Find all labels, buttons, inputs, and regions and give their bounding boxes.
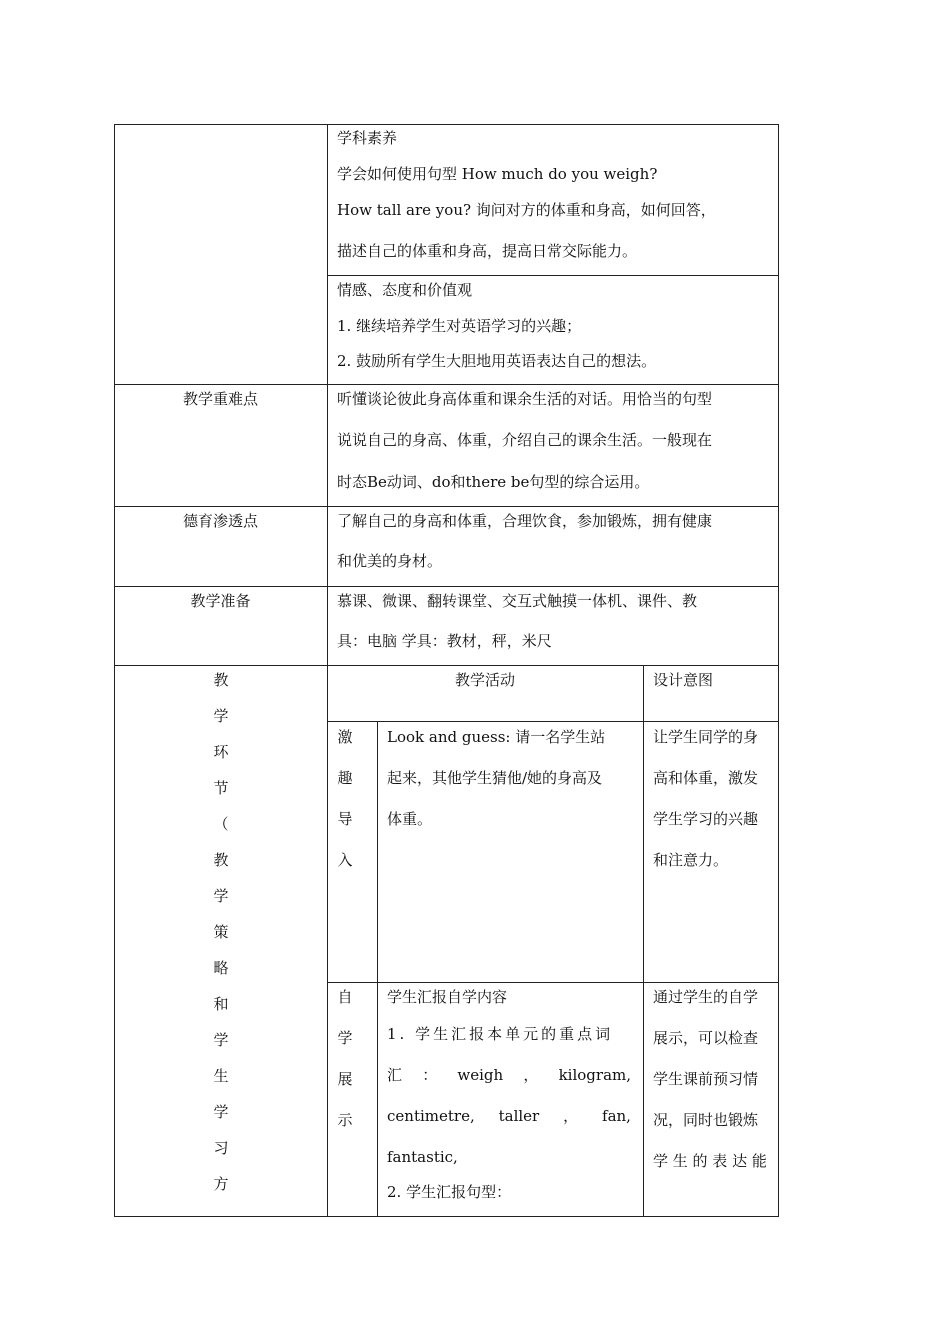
vocab-part: fan, [602, 1107, 631, 1125]
side-label-char: 教 [213, 671, 229, 689]
stage2-activity-text: 2. 学生汇报句型： [387, 1183, 512, 1201]
stage1-name-char: 趣 [337, 769, 353, 787]
literacy-text: 学会如何使用句型 How much do you weigh? [337, 165, 658, 183]
stage2-activity-text: fantastic, [387, 1148, 458, 1166]
row-divider [114, 586, 779, 587]
side-label-char: 策 [213, 923, 229, 941]
row-divider [327, 982, 779, 983]
side-label-char: 学 [213, 1031, 229, 1049]
key-points-label: 教学重难点 [182, 390, 258, 408]
stage1-intent-text: 和注意力。 [653, 851, 729, 869]
side-label-char: 习 [213, 1139, 229, 1157]
emotion-item: 1. 继续培养学生对英语学习的兴趣； [337, 317, 582, 335]
vocab-part: centimetre, [387, 1107, 475, 1125]
activity-header: 教学活动 [454, 671, 515, 689]
row-divider [114, 665, 779, 666]
row-divider [114, 384, 779, 385]
table-border-top [114, 124, 779, 125]
stage2-activity-text: 1. 学生汇报本单元的重点词 [387, 1025, 614, 1043]
preparation-text: 具：电脑 学具：教材，秤，米尺 [337, 632, 552, 650]
vocab-part: 汇 [387, 1066, 403, 1084]
stage1-intent-text: 让学生同学的身 [653, 728, 759, 746]
vocab-part: kilogram, [558, 1066, 631, 1084]
row-divider [327, 721, 779, 722]
table-border-bottom [114, 1216, 779, 1217]
side-label-char: 和 [213, 995, 229, 1013]
side-label-char: 生 [213, 1067, 229, 1085]
key-points-text: 时态Be动词、do和there be句型的综合运用。 [337, 473, 650, 491]
side-label-char: 节 [213, 779, 229, 797]
preparation-text: 慕课、微课、翻转课堂、交互式触摸一体机、课件、教 [337, 592, 698, 610]
moral-text: 了解自己的身高和体重，合理饮食，参加锻炼，拥有健康 [337, 512, 713, 530]
stage2-intent-text: 学生课前预习情 [653, 1070, 759, 1088]
stage1-activity-text: Look and guess: 请一名学生站 [387, 728, 606, 746]
table-border-right [778, 124, 779, 1217]
side-label-char: 略 [213, 959, 229, 977]
stage2-name-char: 自 [337, 988, 353, 1006]
stage1-name-char: 激 [337, 728, 353, 746]
stage1-activity-text: 体重。 [387, 810, 433, 828]
preparation-label: 教学准备 [190, 592, 251, 610]
literacy-heading: 学科素养 [337, 129, 398, 147]
stage2-vocab-line [387, 1065, 631, 1085]
side-label-char: 教 [213, 851, 229, 869]
key-points-text: 听懂谈论彼此身高体重和课余生活的对话。用恰当的句型 [337, 390, 713, 408]
row-divider [114, 506, 779, 507]
stage2-intent-text: 展示，可以检查 [653, 1029, 759, 1047]
literacy-text: How tall are you? 询问对方的体重和身高，如何回答， [337, 201, 716, 219]
vocab-part: ， [563, 1107, 579, 1125]
key-points-text: 说说自己的身高、体重，介绍自己的课余生活。一般现在 [337, 431, 713, 449]
intent-header: 设计意图 [653, 671, 714, 689]
vocab-part: taller [498, 1107, 540, 1125]
vocab-part: ， [523, 1066, 539, 1084]
table-border-left [114, 124, 115, 1217]
emotion-heading: 情感、态度和价值观 [337, 281, 473, 299]
literacy-text: 描述自己的体重和身高，提高日常交际能力。 [337, 242, 638, 260]
moral-label: 德育渗透点 [182, 512, 258, 530]
stage1-activity-text: 起来，其他学生猜他/她的身高及 [387, 769, 603, 787]
stage1-intent-text: 学生学习的兴趣 [653, 810, 759, 828]
stage2-intent-text: 通过学生的自学 [653, 988, 759, 1006]
side-label-char: 学 [213, 1103, 229, 1121]
stage1-intent-text: 高和体重，激发 [653, 769, 759, 787]
stage2-activity-text: 学生汇报自学内容 [387, 988, 508, 1006]
vocab-part: weigh [457, 1066, 504, 1084]
side-label-char: 学 [213, 887, 229, 905]
stage2-name-char: 展 [337, 1070, 353, 1088]
stage2-name-char: 学 [337, 1029, 353, 1047]
stage1-name-char: 导 [337, 810, 353, 828]
stage2-intent-text: 学 生 的 表 达 能 [653, 1152, 767, 1170]
stage2-name-char: 示 [337, 1111, 353, 1129]
row-divider [327, 275, 779, 276]
moral-text: 和优美的身材。 [337, 552, 443, 570]
stage2-intent-text: 况，同时也锻炼 [653, 1111, 759, 1129]
side-label-char: 学 [213, 707, 229, 725]
side-label-char: 方 [213, 1175, 229, 1193]
stage2-vocab-line [387, 1106, 631, 1126]
side-label-char: 环 [213, 743, 229, 761]
intent-column-divider [643, 665, 644, 1217]
side-label-char: （ [213, 815, 229, 833]
stage-column-divider [377, 721, 378, 1217]
stage1-name-char: 入 [337, 851, 353, 869]
vocab-part: ： [422, 1066, 438, 1084]
emotion-item: 2. 鼓励所有学生大胆地用英语表达自己的想法。 [337, 352, 657, 370]
